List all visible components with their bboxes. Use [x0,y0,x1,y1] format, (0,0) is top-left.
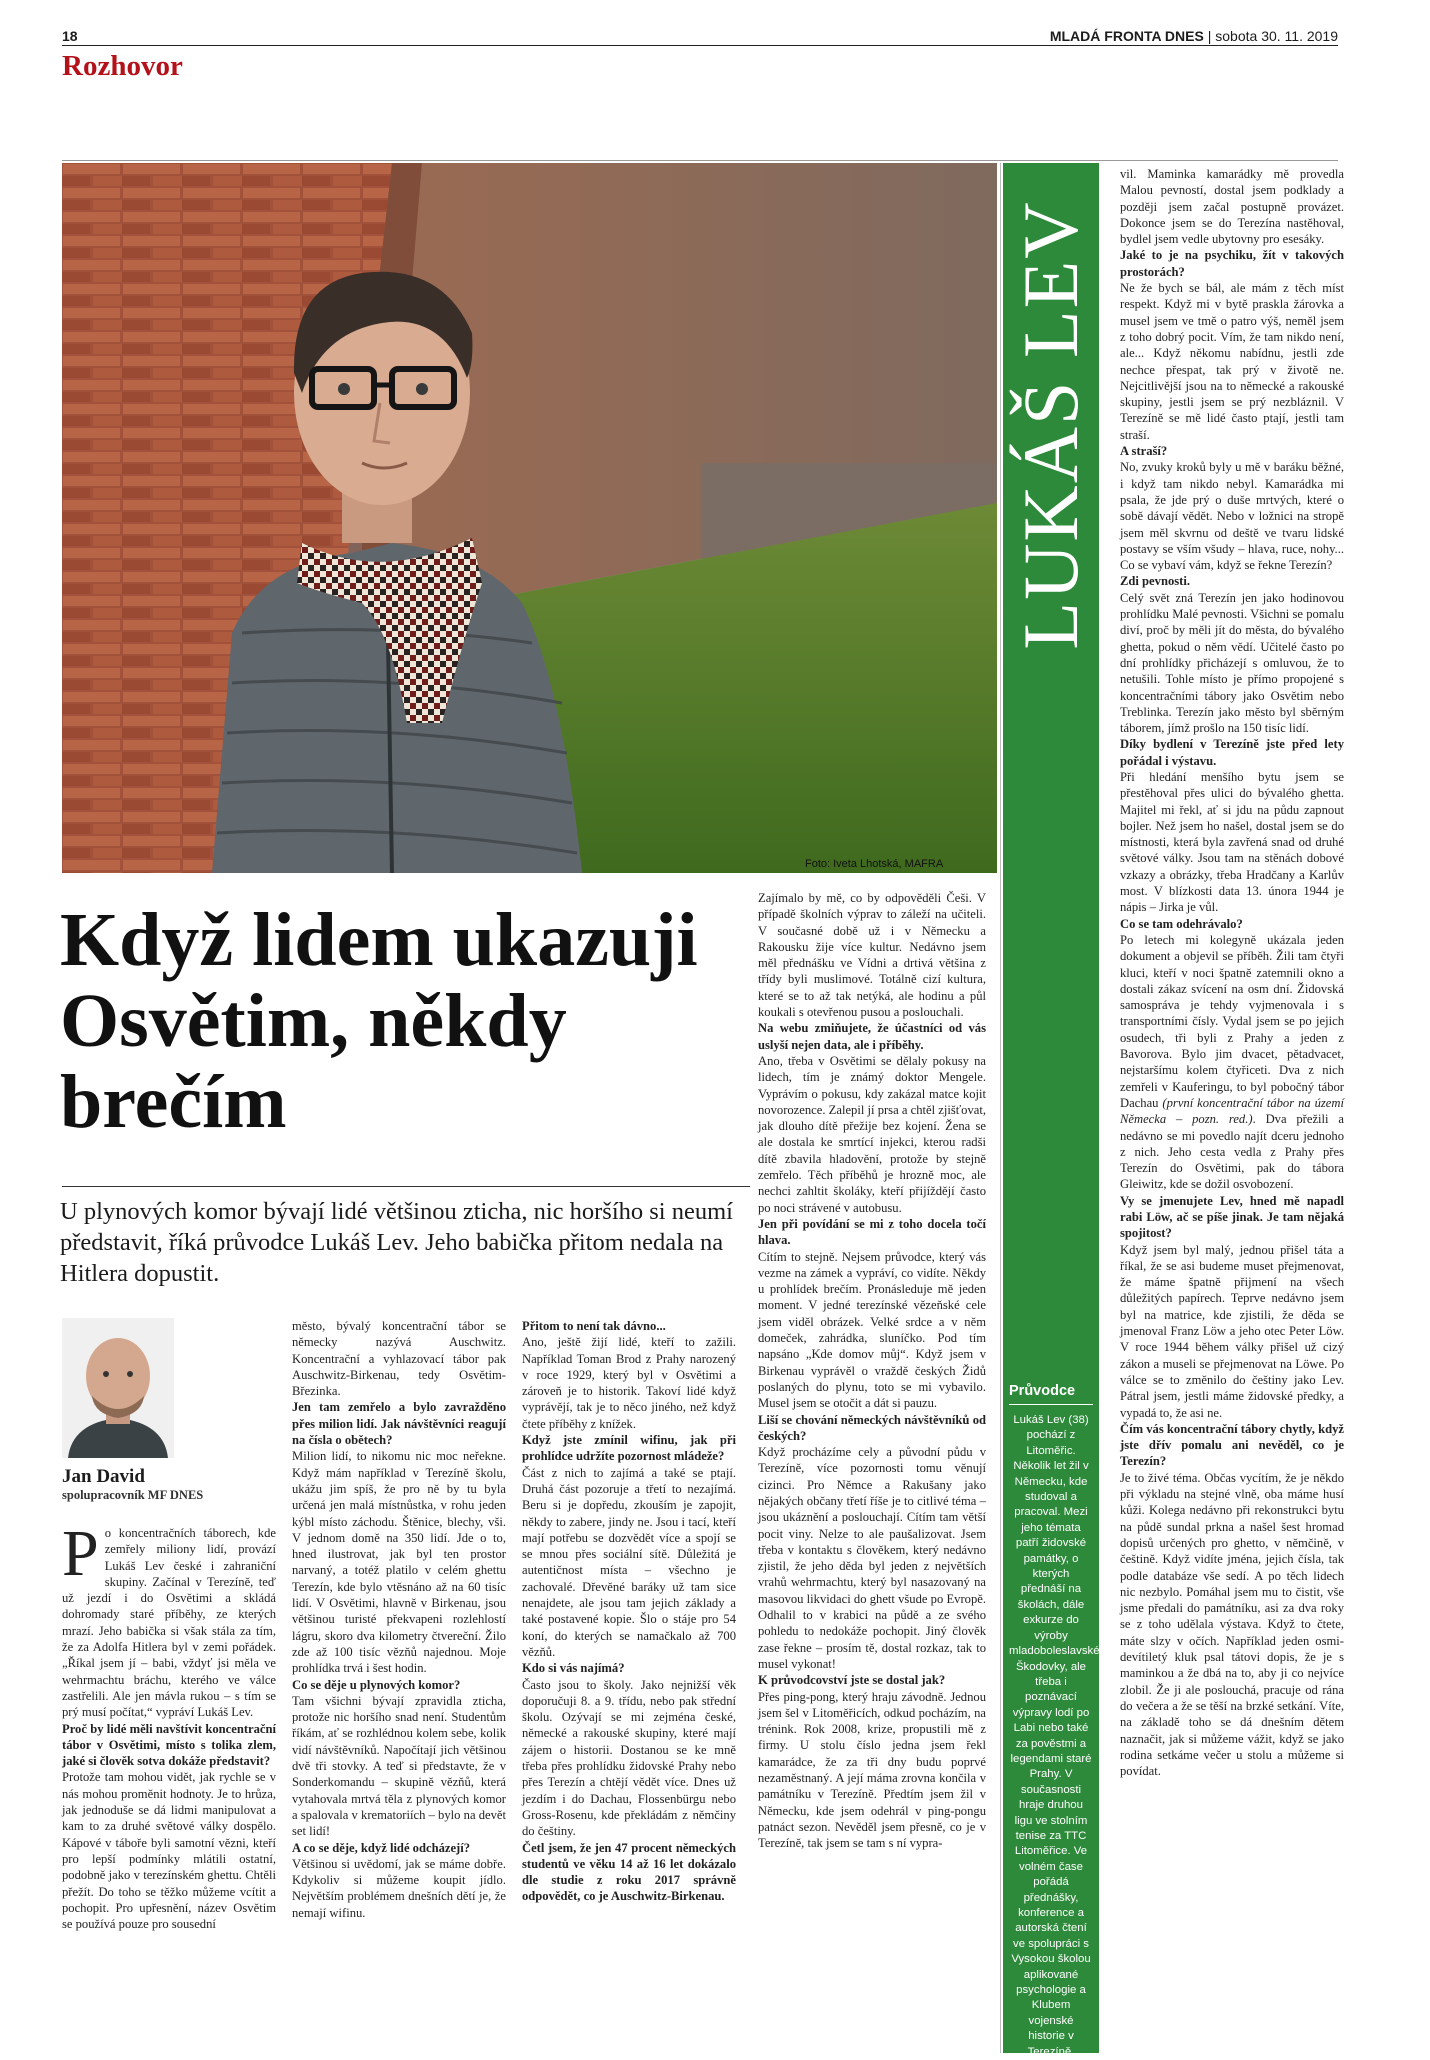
answer: Přes ping-pong, který hraju závodně. Jednou jsem šel v Litoměřicích, odkud pocházím, na trénink. Rok 2008, krize, propustili mě z firmy. U stolu číslo jedna jsem řekl kamarádce, že za tři dny budu poprvé nezaměstnaný. A její máma zrovna končila v památníku v Terezíně. Předtím jsem žil v Německu, kde jsem odehrál v ping-pongu patnáct sezon. Nevěděl jsem přesně, co je v Terezíně, tak jsem se tam s ní vypra- [758,1689,986,1851]
question: Proč by lidé měli navštívit koncentrační tábor v Osvětimi, místo s tolika zlem, jaké si člověk sotva dokáže představit? [62,1721,276,1769]
question: Četl jsem, že jen 47 procent německých studentů ve věku 14 až 16 let dokázalo dle studie z roku 2017 správně odpovědět, co je Auschwitz-Birkenau. [522,1840,736,1904]
masthead-date: sobota 30. 11. 2019 [1215,28,1338,44]
author-avatar [62,1318,174,1458]
answer: Cítím to stejně. Nejsem průvodce, který vás vezme na zámek a vypráví, co vidíte. Někdy u prohlídek brečím. Pronásleduje mě jeden moment. V jedné terezínské vězeňské cele jsem viděl obrázek. Velké srdce a v něm domeček, zahrádka, sluníčko. Pod tím napsáno „Kde domov můj“. Když jsem v Birkenau vyprávěl o vraždě českých Židů poslaných do plynu, toto se mi vybavilo. Musel jsem se otočit a dát si pauzu. [758,1249,986,1411]
answer: Zajímalo by mě, co by odpověděli Češi. V případě školních výprav to záleží na učiteli. V současné době už i v Německu a Rakousku žije více kultur. Nedávno jsem měl přednášku ve Vídni a drtivá většina z třídy byli muslimové. Totálně cizí kultura, které se to až tak netýká, ale hodinu a půl koukali s otevřenou pusou a poslouchali. [758,891,986,1020]
lead-paragraph [62,1517,276,1721]
answer [1120,932,1344,1193]
question: Kdo si vás najímá? [522,1661,625,1676]
masthead-sep: | [1207,28,1216,44]
answer: Často jsou to školy. Jako nejnižší věk doporučuji 8. a 9. třídu, nebo pak střední školu. Ozývají se mi zejména české, německé a rakouské skupiny, které mají zájem o historii. Dostanou se ke mně třeba přes prohlídku židovské Prahy nebo přes Terezín a chtějí vědět více. Dnes už jezdím i do Dachau, Flossenbürgu nebo Gross-Rosenu, kde překládám z němčiny do češtiny. [522,1677,736,1839]
section-label: Rozhovor [62,50,183,82]
answer: Tam všichni bývají zpravidla zticha, protože nic horšího snad není. Studentům říkám, ať se rozhlédnou kolem sebe, kolik vidí návštěvníků. Napočítají jich většinou dvě tři stovky. A teď si představte, že v Sonderkomandu – skupině vězňů, která vytahovala mrtvá těla z plynových komor a spalovala v krematoriích – bylo na devět set lidí! [292,1693,506,1839]
question: K průvodcovství jste se dostal jak? [758,1673,946,1688]
question: Díky bydlení v Terezíně jste před lety pořádal i výstavu. [1120,737,1344,768]
editor-note: (první koncentrační tábor na území Německa – pozn. red.) [1120,1095,1344,1127]
question: Přitom to není tak dávno... [522,1319,666,1333]
name-banner-text: LUKÁŠ LEV [1007,200,1094,650]
answer: Při hledání menšího bytu jsem se přestěhoval přes ulici do bývalého ghetta. Majitel mi řekl, ať si jdu na půdu zapnout bojler. Než jsem ho našel, dostal jsem se do místnosti, která byla zavřená snad od druhé světové války. Jsou tam na stěnách dobové vzkazy a obrázky, třeba Hradčany a Karlův most. V blízkosti data 13. února 1944 je nápis – Jirka je vůl. [1120,769,1344,915]
portrait-illustration [62,163,997,873]
portrait-photo [62,163,997,873]
answer: Protože tam mohou vidět, jak rychle se v nás mohou proměnit hodnoty. Je to hrůza, jak jednoduše se dá lidmi manipulovat a kam to za druhé světové války dospělo. Kápové v táboře byli samotní vězni, kteří pro lepší podmínky mlátili ostatní, podobně jako v terezínském ghettu. Chtěli přežít. Do toho se těžko můžeme vcítit a pochopit. Pro upřesnění, název Osvětim se používá pouze pro sousední [62,1770,276,1932]
question: Vy se jmenujete Lev, hned mě napadl rabi Löw, ač se píše jinak. Je tam nějaká spojitost? [1120,1193,1344,1241]
author-role: spolupracovník MF DNES [62,1488,204,1502]
bio-title: Průvodce [1009,1383,1093,1405]
column-5 [1120,166,1344,1779]
masthead [1050,28,1338,44]
question: Co se děje u plynových komor? [292,1677,461,1692]
question: A co se děje, když lidé odcházejí? [292,1840,471,1855]
column-1 [62,1517,276,1932]
answer: Celý svět zná Terezín jen jako hodinovou prohlídku Malé pevnosti. Všichni se pomalu diví, proč by měli jít do města, do bývalého ghetta, pokud o něm vědí. Učitelé často po dní prohlídky přicházejí s omluvou, že to netušili. Tohle místo je přímo propojené s koncentračními tábory jako Osvětim nebo Treblinka. Terezín jako město byl sběrným táborem, jímž prošlo na 150 tisíc lidí. [1120,590,1344,736]
question: Jaké to je na psychiku, žít v takových prostorách? [1120,248,1344,279]
question: Liší se chování německých návštěvníků od českých? [758,1412,986,1443]
author-photo [62,1318,174,1458]
bio-box [1003,1373,1100,2058]
top-rule [62,160,1338,161]
answer: Když procházíme cely a původní půdu v Terezíně, více pozornosti tomu věnují cizinci. Pro Němce a Rakušany jako nějakých občany třetí říše je to citlivé téma – jsou ukáznění a poslouchají. Cítím tam větší pocit viny. Nelze to ale paušalizovat. Jsem třeba v kontaktu s člověkem, který nedávno zjistil, že jeho děda byl jeden z největších vrahů wehrmachtu, který byl nasazovaný na masovou likvidaci do ghett všude po Evropě. Odhalil to v krabici na půdě a ze svého pohledu to nedokáže pochopit. Jiný člověk zase řekne – prosím tě, dostal rozkaz, tak to musel vykonat! [758,1445,986,1671]
question: Čím vás koncentrační tábory chytly, když jste dřív pomalu ani nevěděl, co je Terezín? [1120,1421,1344,1469]
subheadline: U plynových komor bývají lidé většinou zticha, nic horšího si neumí představit, říká průvodce Lukáš Lev. Jeho babička přitom nedala na Hitlera dopustit. [60,1198,733,1287]
bio-text: Lukáš Lev (38) pochází z Litoměřic. Několik let žil v Německu, kde studoval a pracoval. Mezi jeho témata patří židovské památky, o kterých přednáší na školách, dále exkurze do výroby mladoboleslavské Škodovky, ale třeba i poznávací výpravy lodí po Labi nebo také za pověstmi a legendami staré Prahy. V současnosti hraje druhou ligu ve stolním tenise za TTC Litoměřice. Ve volném čase pořádá přednášky, konference a autorská čtení ve spolupráci s Vysokou školou aplikované psychologie a Klubem vojenské historie v Terezíně. [1009,1414,1100,2058]
drop-cap: P [62,1517,99,1590]
answer: Část z nich to zajímá a také se ptají. Druhá část pozoruje a třetí to nezajímá. Beru si je dopředu, zkouším je zapojit, někdy to zabere, jindy ne. Jsou i tací, kteří mají potřebu se dozvědět více a spojí se se mnou přes sociální sítě. Důležitá je autentičnost místa – všechno je zachovalé. Dřevěné baráky už tam sice nenajdete, ale jsou tam jejich základy a také postavené kopie. Šlo o stáje pro 54 koní, do kterých se namačkalo až 700 vězňů. [522,1465,736,1659]
lead-text: o koncentračních táborech, kde zemřely miliony lidí, provází Lukáš Lev české i zahraniční skupiny. Začínal v Terezíně, teď už jezdí i do Osvětimi a skládá dohromady staré příběhy, ze kterých mrazí. Jeho babička si však stála za tím, že za Adolfa Hitlera byl v zemi pořádek. „Říkal jsem jí – babi, vždyť jsi měla ve wehrmachtu bráchu, kterého ve válce zastřelili. Ale jen mávla rukou – s tím se prý musí počítat,“ vypráví Lukáš Lev. [62,1526,276,1720]
answer: Ano, třeba v Osvětimi se dělaly pokusy na lidech, tím je známý doktor Mengele. Vyprávím o pokusu, kdy zakázal matce kojit novorozence. Zalepil jí prsa a chtěl zjišťovat, jak dlouho dítě přežije bez kojení. Žena se ale dostala ke smrtící injekci, kterou radši dítě zbavila hladovění, protože by stejně zemřelo. Těch příběhů je hrozně moc, ale nechci zahltit školáky, kteří přijíždějí často po noci strávené v autobusu. [758,1053,986,1215]
author-name: Jan David [62,1466,145,1487]
answer: město, bývalý koncentrační tábor se německy nazývá Auschwitz. Koncentrační a vyhlazovací tábor pak Auschwitz-Birkenau, tedy Osvětim-Březinka. [292,1319,506,1399]
page-number: 18 [62,28,78,44]
answer: Milion lidí, to nikomu nic moc neřekne. Když mám například v Terezíně školu, ukážu jim spíš, že pro ně by tu byla určená jen malá místnůstka, v rohu jeden kýbl místo záchodu. Štěnice, blechy, vši. V jednom domě na 350 lidí. Jde o to, hned ilustrovat, jak byl ten prostor narvaný, a totéž platilo v celém ghettu Terezín, kde bylo vtěsnáno až na 60 tisíc lidí. V Osvětimi, hlavně v Birkenau, jsou většinou turisté překvapeni rozlehlostí lágru, skoro dva kilometry čtvereční. Žilo zde až 100 tisíc vězňů najednou. Moje prohlídka trvá i šest hodin. [292,1449,506,1676]
answer: Ano, ještě žijí lidé, kteří to zažili. Například Toman Brod z Prahy narozený v roce 1929, který byl v Osvětimi a zároveň je to historik. Takoví lidé když vyprávějí, tak je to něco jiného, než když čtete příběhy z knížek. [522,1335,736,1431]
column-4 [758,890,986,1852]
answer: vil. Maminka kamarádky mě provedla Malou pevností, dostal jsem podklady a později jsem začal postupně provázet. Dokonce jsem se do Terezína nastěhoval, bydlel jsem vedle ubytovny pro esesáky. [1120,167,1344,247]
question: Jen tam zemřelo a bylo zavražděno přes milion lidí. Jak návštěvníci reagují na čísla o obětech? [292,1400,506,1448]
headline-rule [62,1186,750,1187]
header-rule [62,45,1338,46]
answer: Je to živé téma. Občas vycítím, že je někdo při výkladu na stejné vlně, oba máme husí kůži. Kolega nedávno při rekonstrukci bytu na půdě sundal prkna a našel šest hromad dopisů určených pro ghetto, v němčině, v češtině. Když vidíte jména, jejich čísla, tak podle databáze vše sedí. A po těch lidech nic nezbylo. Pomáhal jsem mu to čistit, vše jsme předali do památníku, asi za dva roky se z toho udělala výstava. Když to čtete, máte slzy v očích. Například jeden osmi- devítiletý kluk psal tátovi dopis, že je s maminkou a že dbá na to, aby ji co nejvíce zlobil. Že ji ale poslouchá, pracuje od rána do večera a že se těší na brzké setkání. Víte, na základě toho se dá dnešním dětem naznačit, jak si můžeme vážit, když se jako rodina setkáme večer u stolu a můžeme si povídat. [1120,1470,1344,1779]
column-2 [292,1318,506,1921]
headline: Když lidem ukazuji Osvětim, někdy brečím [60,898,698,1144]
photo-credit: Foto: Iveta Lhotská, MAFRA [805,858,944,870]
answer: Když jsem byl malý, jednou přišel táta a říkal, že se asi budeme muset přejmenovat, že máme špatně přijmení na všech důležitých papírech. Teprve nedávno jsem byl na matrice, kde zjistili, že děda se jmenoval Franz Löw a jeho otec Peter Löw. V roce 1944 během války přišel už cizý zákon a museli se přejmenovat na Löwe. Po válce se to změnilo do češtiny jako Lev. Pátral jsem, jestli máme židovské předky, a vypadá to, že asi ne. [1120,1242,1344,1420]
answer-text: Po letech mi kolegyně ukázala jeden dokument a objevil se příběh. Žili tam čtyři kluci, kteří v noci špatně zatemnili okno a dostali zákaz svícení na osm dní. Židovská samospráva je tehdy vyjmenovala i s transportními čísly. Vydal jsem se po jejich osudech, tři byli z Prahy a jeden z Bavorova. Bylo jim dvacet, pětadvacet, nejstaršímu kolem čtyřiceti. Dva z nich zemřeli v Kauferingu, to byl pobočný tábor Dachau [1120,932,1344,1110]
answer: Ne že bych se bál, ale mám z těch míst respekt. Když mi v bytě praskla žárovka a musel jsem ve tmě o patro výš, neměl jsem z toho dobrý pocit. Vím, že tam nikdo není, ale... Když někomu nabídnu, jestli zde nechce přespat, tak prý v životě ne. Nejcitlivější jsou na to německé a rakouské skupiny, jestli jsem se prý nezbláznil. V Terezíně se mě lidé často ptají, jestli tam straší. [1120,281,1344,442]
answer-text: . Dva přežili a nedávno se mi povedlo najít dceru jednoho z nich. Jeho cesta vedla z Prahy přes Terezín do Osvětimi, pak do tábora Gleiwitz, kde se dožil osvobození. [1120,1112,1344,1192]
question: Na webu zmiňujete, že účastníci od vás uslyší nejen data, ale i příběhy. [758,1021,986,1052]
question: Jen při povídání se mi z toho docela točí hlava. [758,1216,986,1248]
column-3 [522,1318,736,1905]
question: A straší? [1120,444,1168,459]
banner-rule [1000,163,1001,2053]
masthead-title: MLADÁ FRONTA DNES [1049,28,1204,44]
question: Když jste zmínil wifinu, jak při prohlídce udržíte pozornost mládeže? [522,1433,736,1464]
answer: Většinou si uvědomí, jak se máme dobře. Kdykoliv si můžeme koupit jídlo. Největším problémem dnešních dětí je, že nemají wifinu. [292,1856,506,1920]
answer: No, zvuky kroků byly u mě v baráku běžné, i když tam nikdo nebyl. Kamarádka mi psala, že jde prý o duše mrtvých, které o sobě dávají vědět. Nebo v ložnici na stropě jsem měl skvrnu od deště ve tvaru lidské postavy se vším všudy – hlava, ruce, nohy... Co se vybaví vám, když se řekne Terezín? [1120,460,1344,573]
question: Co se tam odehrávalo? [1120,916,1243,931]
question: Zdi pevnosti. [1120,574,1190,589]
